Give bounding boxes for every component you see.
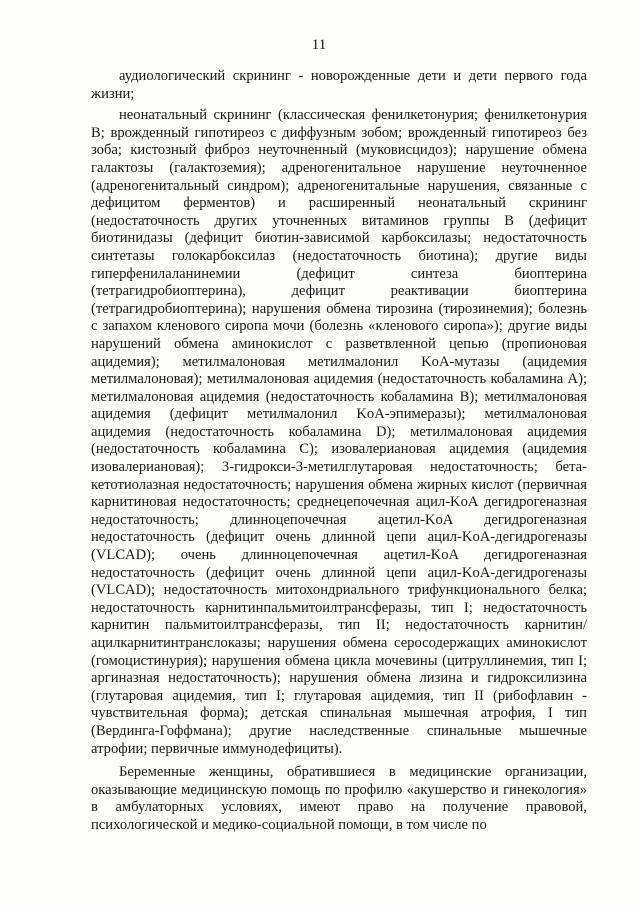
paragraph-pregnant-women: Беременные женщины, обратившиеся в медицинские организации, оказывающие медицинскую помощь по профилю «акушерство и гинекология» в амбулаторных условиях, имеют право на получение правовой, психологической и медико-социальной помощи, в том числе по bbox=[91, 764, 587, 833]
document-body bbox=[91, 68, 587, 839]
paragraph-audiological-screening: аудиологический скрининг - новорожденные дети и дети первого года жизни; bbox=[91, 68, 587, 102]
page-number: 11 bbox=[311, 37, 327, 53]
paragraph-neonatal-screening: неонатальный скрининг (классическая фенилкетонурия; фенилкетонурия B; врожденный гипотиреоз с диффузным зобом; врожденный гипотиреоз без зоба; кистозный фиброз неуточненный (муковисцидоз); нарушение обмена галактозы (галактоземия); адреногенитальное нарушение неуточненное (адреногенитальный синдром); адреногенитальные нарушения, связанные с дефицитом ферментов) и расширенный неонатальный скрининг (недостаточность других уточненных витаминов группы B (дефицит биотинидазы (дефицит биотин-зависимой карбоксилазы; недостаточность синтетазы голокарбоксилаз (недостаточность биотина); другие виды гиперфенилаланинемии (дефицит синтеза биоптерина (тетрагидробиоптерина), дефицит реактивации биоптерина (тетрагидробиоптерина); нарушения обмена тирозина (тирозинемия); болезнь с запахом кленового сиропа мочи (болезнь «кленового сиропа»); другие виды нарушений обмена аминокислот с разветвленной цепью (пропионовая ацидемия); метилмалоновая метилмалонил KoA-мутазы (ацидемия метилмалоновая); метилмалоновая ацидемия (недостаточность кобаламина A); метилмалоновая ацидемия (недостаточность кобаламина B); метилмалоновая ацидемия (дефицит метилмалонил KoA-эпимеразы); метилмалоновая ацидемия (недостаточность кобаламина D); метилмалоновая ацидемия (недостаточность кобаламина C); изовалериановая ацидемия (ацидемия изовалериановая); 3-гидрокси-3-метилглутаровая недостаточность; бета-кетотиолазная недостаточность; нарушения обмена жирных кислот (первичная карнитиновая недостаточность; среднецепочечная ацил-KoA дегидрогеназная недостаточность; длинноцепочечная ацетил-KoA дегидрогеназная недостаточность (дефицит очень длинной цепи ацил-KoA-дегидрогеназы (VLCAD); очень длинноцепочечная ацетил-KoA дегидрогеназная недостаточность (дефицит очень длинной цепи ацил-KoA-дегидрогеназы (VLCAD); недостаточность митохондриального трифункционального белка; недостаточность карнитинпальмитоилтрансферазы, тип I; недостаточность карнитин пальмитоилтрансферазы, тип II; недостаточность карнитин/ацилкарнитинтранслоказы; нарушения обмена серосодержащих аминокислот (гомоцистинурия); нарушения обмена цикла мочевины (цитруллинемия, тип I; аргиназная недостаточность); нарушения обмена лизина и гидроксилизина (глутаровая ацидемия, тип I; глутаровая ацидемия, тип II (рибофлавин - чувствительная форма); детская спинальная мышечная атрофия, I тип (Вердинга-Гоффмана); другие наследственные спинальные мышечные атрофии; первичные иммунодефициты). bbox=[91, 107, 587, 757]
